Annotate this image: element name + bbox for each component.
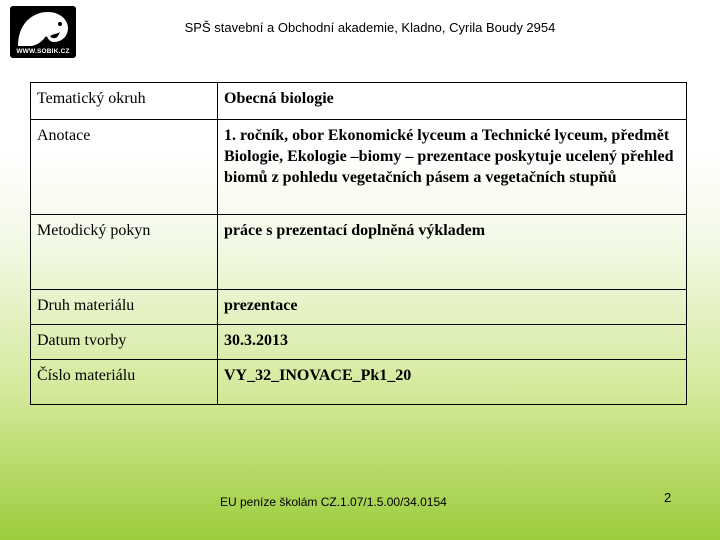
row-value: 1. ročník, obor Ekonomické lyceum a Technické lyceum, předmět Biologie, Ekologie –biomy – prezentace poskytuje ucelený přehled biomů z pohledu vegetačních pásem a vegetačních stupňů	[218, 120, 687, 215]
row-value: prezentace	[218, 290, 687, 325]
table-row	[31, 83, 687, 120]
row-label: Tematický okruh	[31, 83, 218, 120]
info-table	[30, 82, 687, 405]
row-value: 30.3.2013	[218, 325, 687, 360]
row-value: VY_32_INOVACE_Pk1_20	[218, 360, 687, 405]
row-label: Anotace	[31, 120, 218, 215]
page-number: 2	[664, 490, 672, 505]
footer-text: EU peníze školám CZ.1.07/1.5.00/34.0154	[220, 495, 447, 509]
row-label: Druh materiálu	[31, 290, 218, 325]
row-value: práce s prezentací doplněná výkladem	[218, 215, 687, 290]
page-header: SPŠ stavební a Obchodní akademie, Kladno, Cyrila Boudy 2954	[184, 20, 556, 35]
row-label: Datum tvorby	[31, 325, 218, 360]
table-row	[31, 325, 687, 360]
table-row	[31, 290, 687, 325]
table-row	[31, 360, 687, 405]
logo-text: WWW.SOBIK.CZ	[16, 48, 70, 55]
row-label: Metodický pokyn	[31, 215, 218, 290]
row-value: Obecná biologie	[218, 83, 687, 120]
school-logo	[10, 6, 76, 58]
table-row	[31, 120, 687, 215]
owl-logo-icon	[10, 6, 76, 48]
row-label: Číslo materiálu	[31, 360, 218, 405]
table-row	[31, 215, 687, 290]
